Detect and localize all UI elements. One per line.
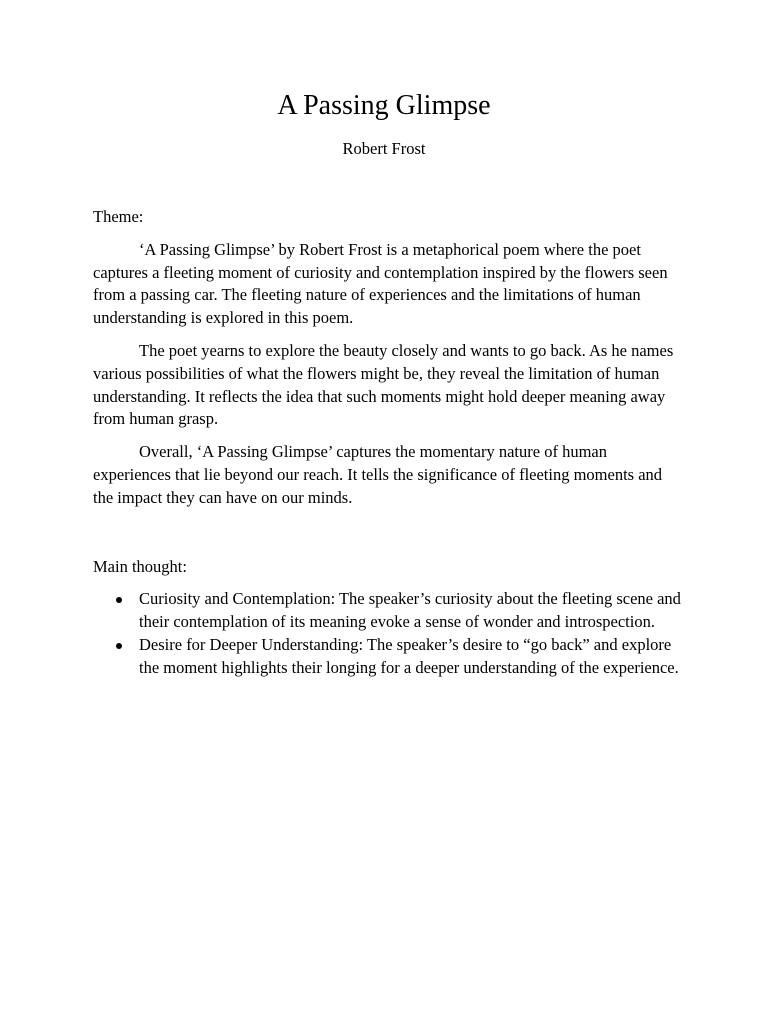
main-thought-list [93,588,683,679]
theme-paragraph-3: Overall, ‘A Passing Glimpse’ captures the momentary nature of human experiences that lie beyond our reach. It tells the significance of fleeting moments and the impact they can have on our minds. [93,442,663,507]
list-item [93,634,683,680]
document-body [93,206,683,680]
theme-heading: Theme: [93,207,144,226]
document-title: A Passing Glimpse [277,90,491,121]
main-thought-heading: Main thought: [93,556,187,576]
list-item [93,588,683,634]
list-item-text: Curiosity and Contemplation: The speaker’s curiosity about the fleeting scene and their contemplation of its meaning evoke a sense of wonder and introspection. [139,589,681,632]
theme-paragraph-1: ‘A Passing Glimpse’ by Robert Frost is a metaphorical poem where the poet captures a fleeting moment of curiosity and contemplation inspired by the flowers seen from a passing car. The fleeting nature of experiences and the limitations of human understanding is explored in this poem. [93,239,668,328]
bullet-icon [116,643,122,649]
document-author: Robert Frost [342,139,426,158]
list-item-text: Desire for Deeper Understanding: The speaker’s desire to “go back” and explore the moment highlights their longing for a deeper understanding of the experience. [139,634,679,677]
theme-paragraph-2: The poet yearns to explore the beauty closely and wants to go back. As he names various possibilities of what the flowers might be, they reveal the limitation of human understanding. It reflects the idea that such moments might hold deeper meaning away from human grasp. [93,340,674,429]
bullet-icon [116,597,122,603]
